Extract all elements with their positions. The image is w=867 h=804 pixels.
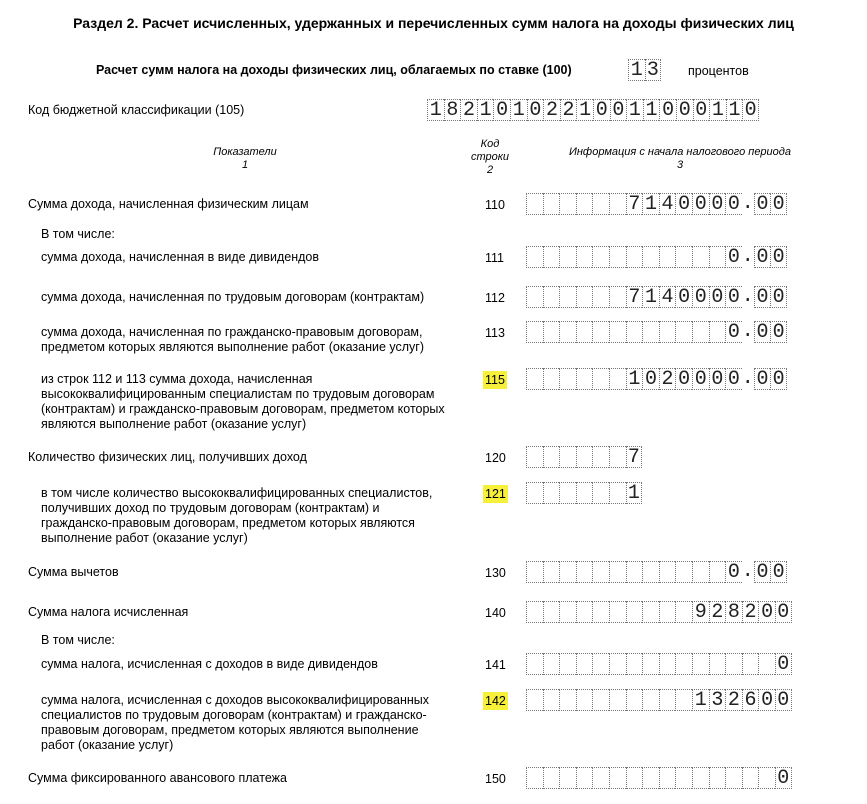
digit-cell[interactable] (609, 368, 626, 390)
digit-cell[interactable]: 0 (725, 561, 742, 583)
row-label (41, 227, 115, 242)
value-cells[interactable] (526, 246, 787, 268)
row-label-line: Сумма налога исчисленная (28, 605, 189, 619)
digit-cell[interactable] (576, 368, 593, 390)
digit-cell[interactable] (609, 193, 626, 215)
row-label-line: В том числе: (41, 227, 115, 241)
row-label-line: Количество физических лиц, получивших доход (28, 450, 307, 464)
digit-cell[interactable] (592, 286, 609, 308)
row-label (28, 771, 287, 786)
section-title: Раздел 2. Расчет исчисленных, удержанных и перечисленных сумм налога на доходы физических лиц (73, 15, 794, 31)
col3-header (545, 146, 815, 172)
digit-cell[interactable]: 1 (643, 99, 660, 121)
digit-cell[interactable] (526, 767, 543, 789)
digit-cell[interactable] (675, 601, 692, 623)
digit-cell[interactable] (742, 767, 759, 789)
digit-cell[interactable] (526, 689, 543, 711)
digit-cell[interactable] (576, 561, 593, 583)
digit-cell[interactable] (659, 601, 676, 623)
rate-label: Расчет сумм налога на доходы физических лиц, облагаемых по ставке (100) (96, 63, 572, 77)
decimal-point: . (741, 320, 754, 343)
digit-cell[interactable] (592, 321, 609, 343)
col2-number: 2 (486, 164, 494, 176)
digit-cell[interactable] (543, 193, 560, 215)
value-cells[interactable] (526, 286, 787, 308)
digit-cell[interactable]: 1 (626, 99, 643, 121)
digit-cell[interactable] (692, 246, 709, 268)
digit-cell[interactable] (642, 689, 659, 711)
digit-cell[interactable] (559, 368, 576, 390)
digit-cell[interactable]: 1 (576, 99, 593, 121)
col1-number: 1 (241, 159, 249, 171)
value-cells[interactable] (526, 561, 787, 583)
digit-cell[interactable]: 0 (754, 246, 771, 268)
digit-cell[interactable] (526, 561, 543, 583)
digit-cell[interactable] (642, 767, 659, 789)
digit-cell[interactable] (526, 286, 543, 308)
digit-cell[interactable]: 1 (692, 689, 709, 711)
digit-cell[interactable]: 0 (770, 561, 787, 583)
digit-cell[interactable]: 1 (726, 99, 743, 121)
digit-cell[interactable] (576, 653, 593, 675)
row-label-line: в том числе количество высококвалифицированных специалистов, (41, 486, 433, 500)
row-code: 121 (485, 487, 506, 501)
value-cells[interactable] (526, 689, 792, 711)
digit-cell[interactable] (526, 601, 543, 623)
digit-cell[interactable] (592, 193, 609, 215)
row-code: 120 (485, 451, 506, 465)
value-cells[interactable] (526, 193, 787, 215)
digit-cell[interactable] (526, 321, 543, 343)
digit-cell[interactable]: 2 (659, 368, 676, 390)
digit-cell[interactable] (576, 601, 593, 623)
digit-cell[interactable]: 0 (675, 286, 692, 308)
digit-cell[interactable] (675, 767, 692, 789)
digit-cell[interactable] (709, 321, 726, 343)
decimal-point: . (741, 285, 754, 308)
digit-cell[interactable] (576, 321, 593, 343)
row-label-line: сумма дохода, начисленная в виде дивидендов (41, 250, 320, 264)
digit-cell[interactable]: 0 (610, 99, 627, 121)
digit-cell[interactable]: 1 (628, 59, 645, 81)
digit-cell[interactable] (592, 689, 609, 711)
row-label (41, 290, 424, 305)
digit-cell[interactable] (758, 767, 775, 789)
digit-cell[interactable] (626, 653, 643, 675)
digit-cell[interactable]: 0 (775, 601, 792, 623)
digit-cell[interactable] (675, 689, 692, 711)
digit-cell[interactable] (609, 767, 626, 789)
digit-cell[interactable] (543, 286, 560, 308)
digit-cell[interactable] (642, 653, 659, 675)
digit-cell[interactable] (626, 321, 643, 343)
digit-cell[interactable] (559, 653, 576, 675)
digit-cell[interactable] (543, 368, 560, 390)
digit-cell[interactable]: 0 (675, 368, 692, 390)
digit-cell[interactable] (576, 689, 593, 711)
digit-cell[interactable] (592, 246, 609, 268)
digit-cell[interactable] (609, 286, 626, 308)
digit-cell[interactable] (576, 193, 593, 215)
digit-cell[interactable] (642, 561, 659, 583)
row-label-line: Сумма дохода, начисленная физическим лицам (28, 197, 309, 211)
digit-cell[interactable] (526, 193, 543, 215)
digit-cell[interactable]: 4 (659, 286, 676, 308)
value-cells[interactable] (526, 653, 792, 675)
row-label-line: Сумма фиксированного авансового платежа (28, 771, 287, 785)
col2-header (460, 138, 520, 177)
digit-cell[interactable]: 0 (693, 99, 710, 121)
row-code: 150 (485, 772, 506, 786)
decimal-point: . (741, 192, 754, 215)
digit-cell[interactable] (576, 767, 593, 789)
digit-cell[interactable]: 0 (725, 321, 742, 343)
digit-cell[interactable]: 8 (444, 99, 461, 121)
digit-cell[interactable] (675, 246, 692, 268)
digit-cell[interactable]: 0 (527, 99, 544, 121)
value-cells[interactable] (526, 368, 787, 390)
digit-cell[interactable] (592, 368, 609, 390)
digit-cell[interactable] (659, 689, 676, 711)
col3-title: Информация с начала налогового периода (568, 146, 791, 158)
digit-cell[interactable] (659, 321, 676, 343)
digit-cell[interactable] (709, 561, 726, 583)
row-code: 140 (485, 606, 506, 620)
row-code: 142 (485, 694, 506, 708)
rate-suffix: процентов (688, 64, 749, 78)
digit-cell[interactable] (543, 561, 560, 583)
col2-title-b: строки (470, 151, 510, 163)
digit-cell[interactable]: 1 (626, 368, 643, 390)
digit-cell[interactable]: 0 (659, 99, 676, 121)
digit-cell[interactable]: 0 (709, 368, 726, 390)
col1-title: Показатели (213, 146, 277, 158)
value-cells[interactable] (526, 446, 642, 468)
digit-cell[interactable] (526, 368, 543, 390)
digit-cell[interactable] (576, 246, 593, 268)
digit-cell[interactable]: 0 (754, 286, 771, 308)
digit-cell[interactable] (659, 561, 676, 583)
digit-cell[interactable]: 0 (725, 193, 742, 215)
digit-cell[interactable] (609, 601, 626, 623)
col1-header (160, 146, 330, 172)
digit-cell[interactable] (709, 653, 726, 675)
digit-cell[interactable] (526, 482, 543, 504)
digit-cell[interactable]: 0 (770, 368, 787, 390)
digit-cell[interactable]: 3 (645, 59, 662, 81)
row-code: 110 (485, 198, 505, 212)
decimal-point: . (741, 367, 754, 390)
digit-cell[interactable] (592, 446, 609, 468)
col2-title-a: Код (480, 138, 500, 150)
digit-cell[interactable] (592, 482, 609, 504)
digit-cell[interactable]: 0 (709, 193, 726, 215)
digit-cell[interactable] (626, 767, 643, 789)
decimal-point: . (741, 560, 754, 583)
digit-cell[interactable]: 1 (510, 99, 527, 121)
row-label-line: из строк 112 и 113 сумма дохода, начисленная (41, 372, 313, 386)
row-label-line: гражданско-правовым договорам, предметом которых являются (41, 516, 415, 530)
digit-cell[interactable] (659, 767, 676, 789)
digit-cell[interactable]: 2 (560, 99, 577, 121)
digit-cell[interactable] (526, 246, 543, 268)
digit-cell[interactable] (543, 653, 560, 675)
digit-cell[interactable]: 0 (754, 561, 771, 583)
digit-cell[interactable]: 1 (477, 99, 494, 121)
digit-cell[interactable]: 0 (742, 99, 759, 121)
digit-cell[interactable] (559, 286, 576, 308)
digit-cell[interactable] (642, 246, 659, 268)
row-label (41, 372, 445, 432)
digit-cell[interactable]: 0 (493, 99, 510, 121)
digit-cell[interactable]: 0 (754, 321, 771, 343)
digit-cell[interactable]: 0 (676, 99, 693, 121)
row-label-line: правовым договорам, предметом которых являются выполнение (41, 723, 419, 737)
digit-cell[interactable] (526, 653, 543, 675)
row-label-line: предметом которых являются выполнение работ (оказание услуг) (41, 340, 425, 354)
rate-cells[interactable] (628, 59, 661, 81)
digit-cell[interactable]: 6 (742, 689, 759, 711)
digit-cell[interactable] (725, 653, 742, 675)
digit-cell[interactable]: 0 (770, 286, 787, 308)
digit-cell[interactable]: 0 (725, 286, 742, 308)
digit-cell[interactable] (709, 767, 726, 789)
digit-cell[interactable]: 1 (626, 482, 643, 504)
digit-cell[interactable] (725, 767, 742, 789)
digit-cell[interactable]: 0 (642, 368, 659, 390)
digit-cell[interactable]: 0 (770, 246, 787, 268)
digit-cell[interactable] (609, 653, 626, 675)
digit-cell[interactable] (592, 767, 609, 789)
digit-cell[interactable]: 0 (775, 653, 792, 675)
digit-cell[interactable]: 1 (709, 99, 726, 121)
digit-cell[interactable] (742, 653, 759, 675)
digit-cell[interactable] (559, 321, 576, 343)
digit-cell[interactable]: 1 (642, 193, 659, 215)
digit-cell[interactable]: 2 (725, 689, 742, 711)
digit-cell[interactable] (609, 321, 626, 343)
digit-cell[interactable]: 0 (675, 193, 692, 215)
digit-cell[interactable]: 0 (692, 368, 709, 390)
digit-cell[interactable] (692, 321, 709, 343)
digit-cell[interactable]: 0 (593, 99, 610, 121)
row-label (41, 250, 319, 265)
digit-cell[interactable]: 1 (642, 286, 659, 308)
digit-cell[interactable] (659, 246, 676, 268)
digit-cell[interactable] (626, 561, 643, 583)
digit-cell[interactable]: 0 (725, 368, 742, 390)
digit-cell[interactable]: 3 (709, 689, 726, 711)
digit-cell[interactable] (659, 653, 676, 675)
row-label-line: сумма дохода, начисленная по трудовым договорам (контрактам) (41, 290, 425, 304)
digit-cell[interactable] (543, 246, 560, 268)
row-label-line: В том числе: (41, 633, 115, 647)
digit-cell[interactable]: 7 (626, 193, 643, 215)
row-label (28, 197, 309, 212)
digit-cell[interactable]: 0 (754, 368, 771, 390)
row-label-line: являются выполнение работ (оказание услуг) (41, 417, 307, 431)
digit-cell[interactable]: 0 (692, 286, 709, 308)
digit-cell[interactable] (642, 321, 659, 343)
digit-cell[interactable]: 2 (742, 601, 759, 623)
digit-cell[interactable]: 2 (543, 99, 560, 121)
digit-cell[interactable] (758, 653, 775, 675)
digit-cell[interactable] (559, 689, 576, 711)
digit-cell[interactable] (709, 246, 726, 268)
value-cells[interactable] (526, 601, 792, 623)
digit-cell[interactable] (576, 286, 593, 308)
digit-cell[interactable]: 0 (770, 193, 787, 215)
digit-cell[interactable] (609, 446, 626, 468)
digit-cell[interactable]: 0 (758, 601, 775, 623)
row-label-line: получивших доход по трудовым договорам (контрактам) и (41, 501, 380, 515)
digit-cell[interactable]: 0 (758, 689, 775, 711)
digit-cell[interactable] (559, 446, 576, 468)
digit-cell[interactable] (543, 321, 560, 343)
digit-cell[interactable] (592, 561, 609, 583)
row-label-line: высококвалифицированным специалистам по трудовым договорам (41, 387, 435, 401)
digit-cell[interactable]: 0 (775, 767, 792, 789)
digit-cell[interactable] (675, 321, 692, 343)
digit-cell[interactable] (559, 246, 576, 268)
digit-cell[interactable] (609, 689, 626, 711)
digit-cell[interactable]: 8 (725, 601, 742, 623)
kbk-label: Код бюджетной классификации (105) (28, 103, 245, 117)
digit-cell[interactable] (692, 653, 709, 675)
digit-cell[interactable] (543, 689, 560, 711)
row-label-line: сумма налога, исчисленная с доходов в виде дивидендов (41, 657, 378, 671)
digit-cell[interactable]: 7 (626, 446, 643, 468)
value-cells[interactable] (526, 482, 642, 504)
row-label (41, 657, 378, 672)
digit-cell[interactable] (692, 767, 709, 789)
digit-cell[interactable] (526, 446, 543, 468)
row-code: 130 (485, 566, 506, 580)
row-code: 141 (485, 658, 506, 672)
digit-cell[interactable] (592, 601, 609, 623)
row-label (41, 325, 424, 355)
digit-cell[interactable] (559, 482, 576, 504)
row-label-line: (контрактам) и гражданско-правовым договорам, предметом которых (41, 402, 445, 416)
row-label-line: работ (оказание услуг) (41, 738, 174, 752)
row-label (28, 605, 188, 620)
digit-cell[interactable] (559, 193, 576, 215)
row-label (41, 486, 432, 546)
digit-cell[interactable] (609, 246, 626, 268)
digit-cell[interactable] (576, 446, 593, 468)
row-code: 113 (485, 326, 505, 340)
digit-cell[interactable] (592, 653, 609, 675)
digit-cell[interactable] (626, 601, 643, 623)
kbk-cells[interactable] (427, 99, 759, 121)
row-label-line: выполнение работ (оказание услуг) (41, 531, 248, 545)
row-label (41, 633, 115, 648)
digit-cell[interactable]: 2 (460, 99, 477, 121)
digit-cell[interactable] (626, 246, 643, 268)
digit-cell[interactable] (626, 689, 643, 711)
digit-cell[interactable]: 0 (725, 246, 742, 268)
digit-cell[interactable] (559, 601, 576, 623)
digit-cell[interactable] (642, 601, 659, 623)
row-label-line: сумма дохода, начисленная по гражданско-правовым договорам, (41, 325, 423, 339)
row-label-line: специалистов по трудовым договорам (контрактам) и гражданско- (41, 708, 427, 722)
row-label (41, 693, 429, 753)
digit-cell[interactable]: 4 (659, 193, 676, 215)
digit-cell[interactable] (543, 446, 560, 468)
digit-cell[interactable] (609, 561, 626, 583)
col3-number: 3 (676, 159, 684, 171)
value-cells[interactable] (526, 321, 787, 343)
value-cells[interactable] (526, 767, 792, 789)
decimal-point: . (741, 245, 754, 268)
digit-cell[interactable] (675, 653, 692, 675)
row-label (28, 565, 119, 580)
digit-cell[interactable]: 0 (775, 689, 792, 711)
digit-cell[interactable] (559, 767, 576, 789)
digit-cell[interactable]: 0 (754, 193, 771, 215)
digit-cell[interactable] (576, 482, 593, 504)
row-label-line: сумма налога, исчисленная с доходов высококвалифицированных (41, 693, 429, 707)
row-code: 115 (485, 373, 505, 387)
digit-cell[interactable] (543, 482, 560, 504)
digit-cell[interactable]: 9 (692, 601, 709, 623)
digit-cell[interactable] (675, 561, 692, 583)
digit-cell[interactable]: 0 (692, 193, 709, 215)
row-code: 111 (485, 251, 505, 265)
digit-cell[interactable] (609, 482, 626, 504)
digit-cell[interactable]: 1 (427, 99, 444, 121)
digit-cell[interactable]: 2 (709, 601, 726, 623)
row-label (28, 450, 307, 465)
digit-cell[interactable] (543, 767, 560, 789)
digit-cell[interactable] (559, 561, 576, 583)
row-label-line: Сумма вычетов (28, 565, 119, 579)
digit-cell[interactable] (692, 561, 709, 583)
row-code: 112 (485, 291, 505, 305)
digit-cell[interactable]: 0 (770, 321, 787, 343)
digit-cell[interactable]: 0 (709, 286, 726, 308)
digit-cell[interactable] (543, 601, 560, 623)
digit-cell[interactable]: 7 (626, 286, 643, 308)
